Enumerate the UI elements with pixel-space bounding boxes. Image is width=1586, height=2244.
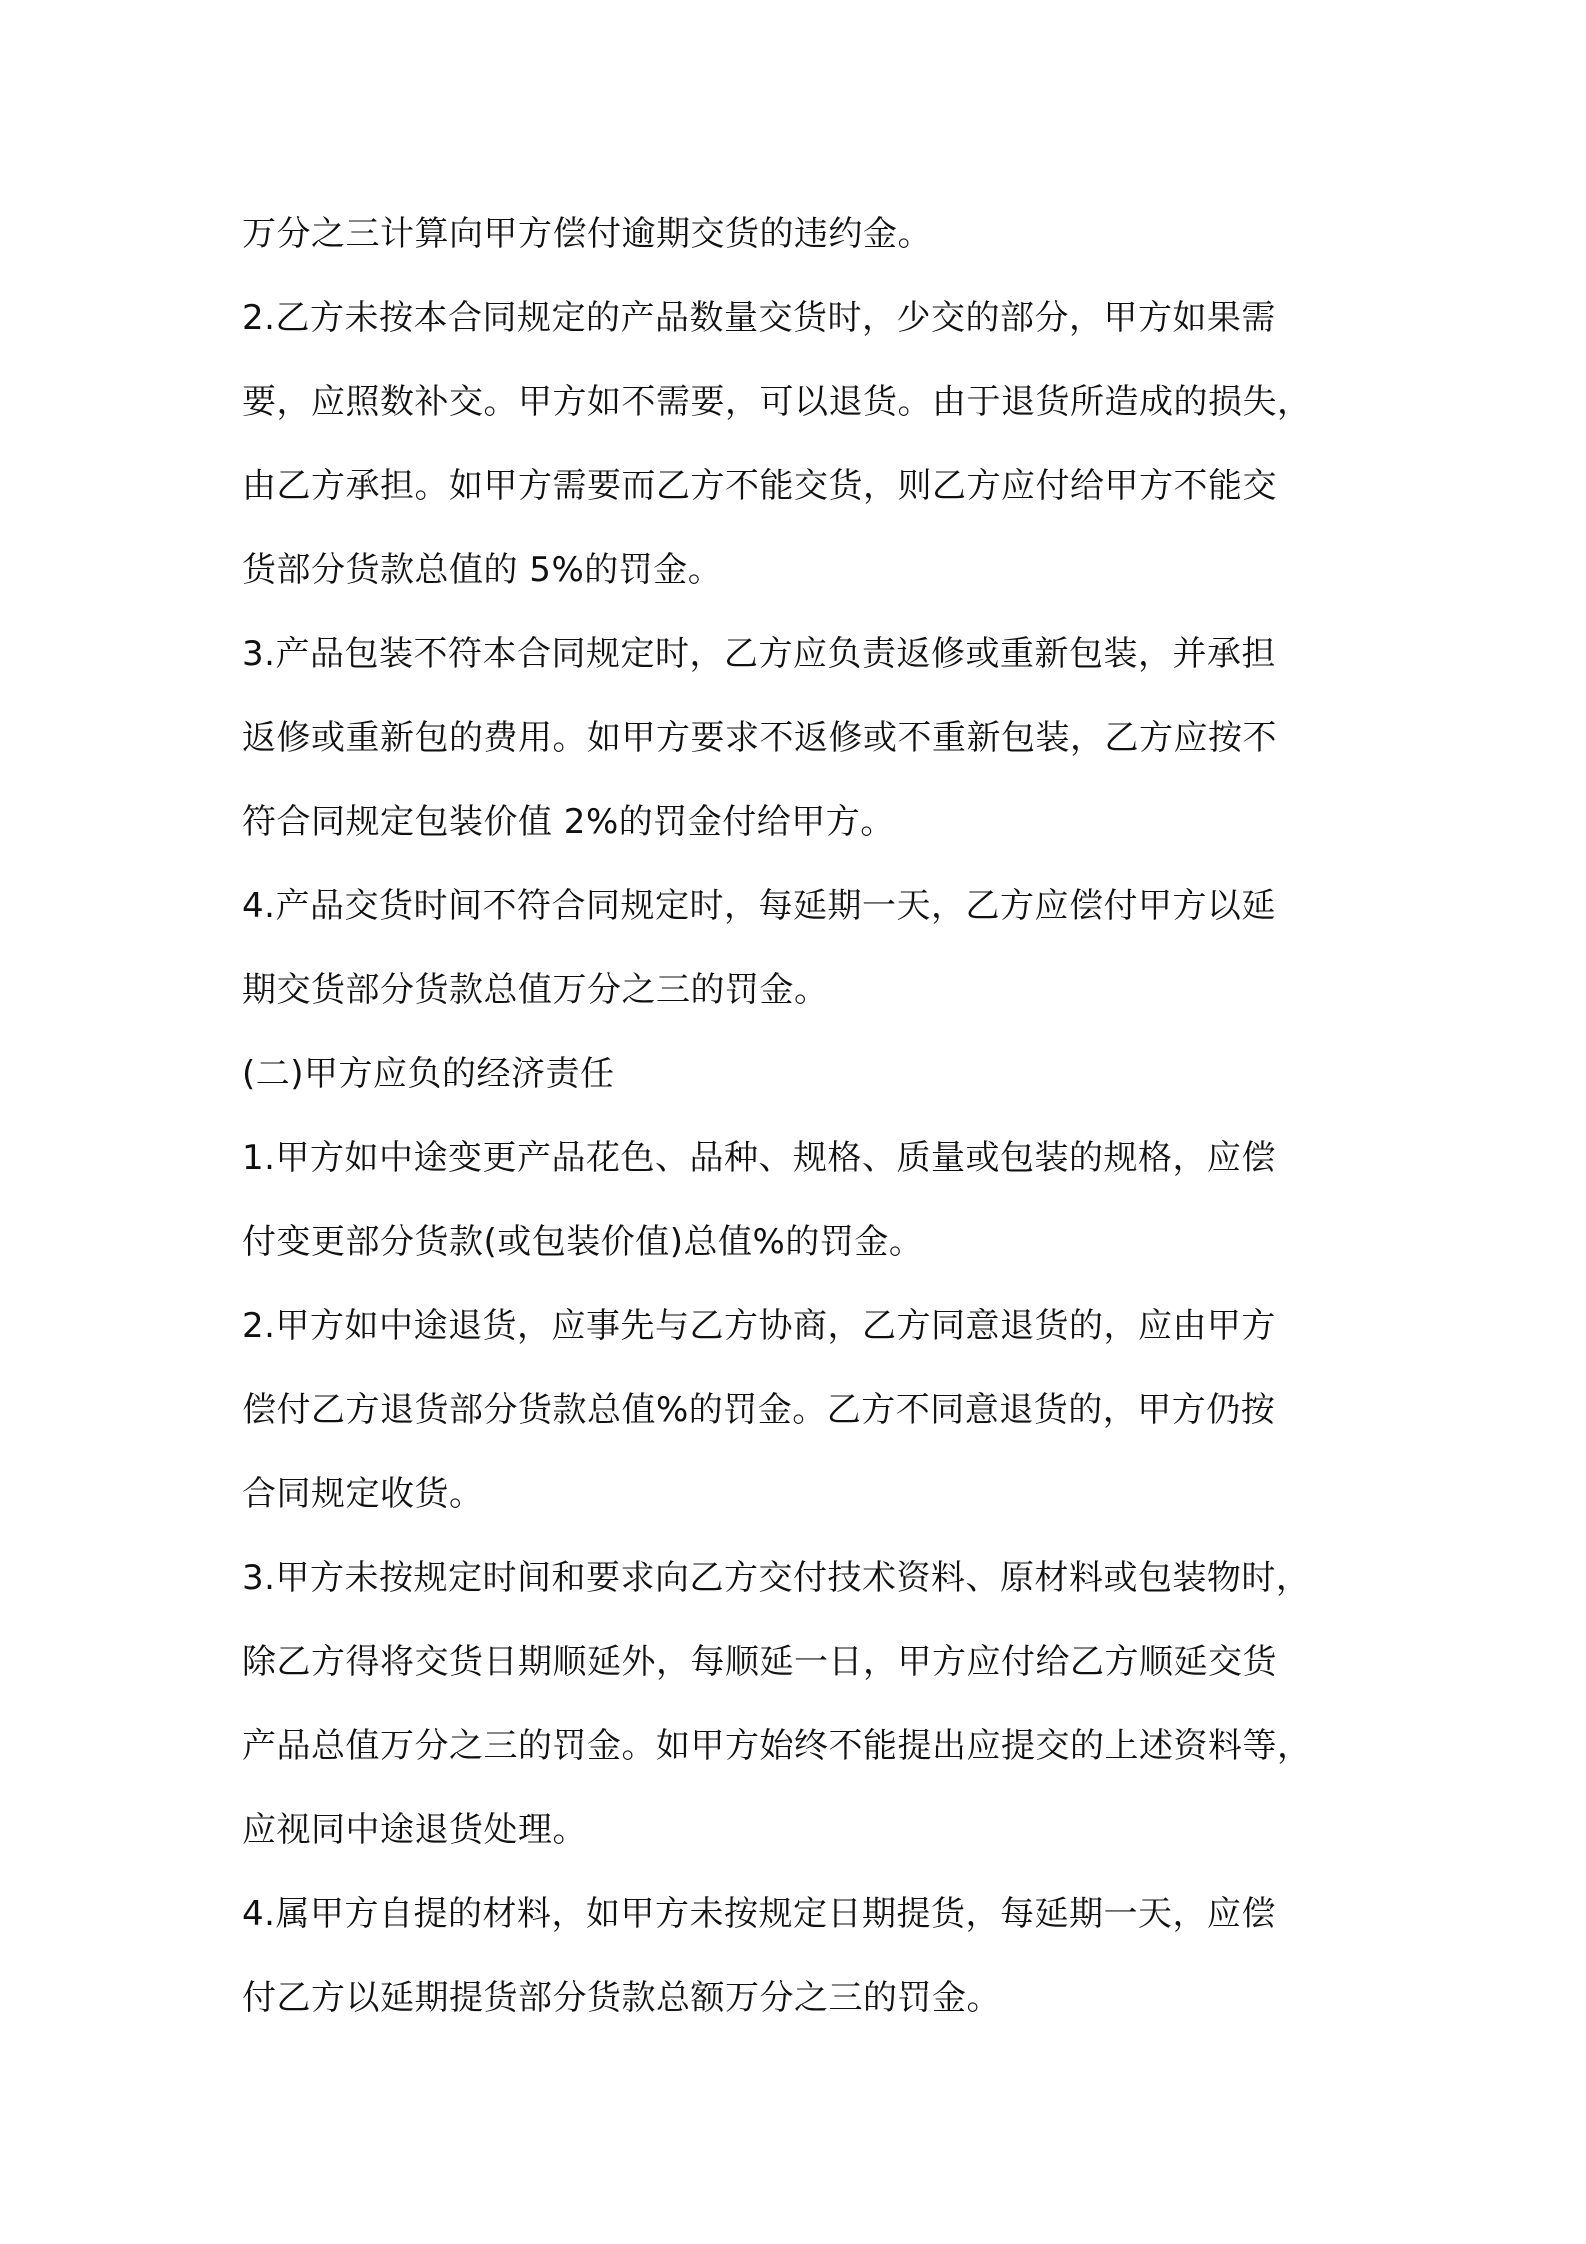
text-line: 偿付乙方退货部分货款总值%的罚金。乙方不同意退货的，甲方仍按 — [242, 1390, 1276, 1430]
document-body — [242, 192, 1362, 2040]
text-line: 4.产品交货时间不符合同规定时，每延期一天，乙方应偿付甲方以延 — [242, 886, 1276, 926]
text-line: 3.产品包装不符本合同规定时，乙方应负责返修或重新包装，并承担 — [242, 634, 1276, 674]
text-line: 应视同中途退货处理。 — [242, 1810, 587, 1850]
text-line: 除乙方得将交货日期顺延外，每顺延一日，甲方应付给乙方顺延交货 — [242, 1642, 1277, 1682]
text-line: 付变更部分货款(或包装价值)总值%的罚金。 — [242, 1222, 924, 1262]
text-line: 由乙方承担。如甲方需要而乙方不能交货，则乙方应付给甲方不能交 — [242, 466, 1277, 506]
text-line: 万分之三计算向甲方偿付逾期交货的违约金。 — [242, 214, 932, 254]
text-line: 要，应照数补交。甲方如不需要，可以退货。由于退货所造成的损失， — [242, 382, 1312, 422]
text-line: 返修或重新包的费用。如甲方要求不返修或不重新包装，乙方应按不 — [242, 718, 1277, 758]
text-line: 2.甲方如中途退货，应事先与乙方协商，乙方同意退货的，应由甲方 — [242, 1306, 1276, 1346]
text-line: 期交货部分货款总值万分之三的罚金。 — [242, 970, 829, 1010]
text-line: 符合同规定包装价值 2%的罚金付给甲方。 — [242, 802, 895, 842]
text-line: 合同规定收货。 — [242, 1474, 484, 1514]
text-line: 货部分货款总值的 5%的罚金。 — [242, 550, 723, 590]
text-line: 3.甲方未按规定时间和要求向乙方交付技术资料、原材料或包装物时， — [242, 1558, 1311, 1598]
text-line: 产品总值万分之三的罚金。如甲方始终不能提出应提交的上述资料等， — [242, 1726, 1312, 1766]
text-line: 付乙方以延期提货部分货款总额万分之三的罚金。 — [242, 1978, 1001, 2018]
section-heading: (二)甲方应负的经济责任 — [242, 1054, 615, 1094]
text-line: 4.属甲方自提的材料，如甲方未按规定日期提货，每延期一天，应偿 — [242, 1894, 1276, 1934]
text-line: 1.甲方如中途变更产品花色、品种、规格、质量或包装的规格，应偿 — [242, 1138, 1276, 1178]
text-line: 2.乙方未按本合同规定的产品数量交货时，少交的部分，甲方如果需 — [242, 298, 1276, 338]
